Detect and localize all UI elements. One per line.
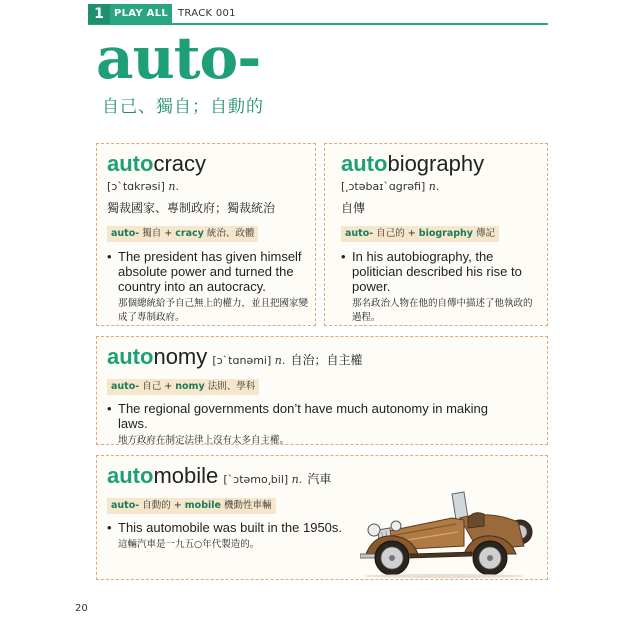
morpheme-box bbox=[107, 226, 258, 242]
example-translation: 這輛汽車是一九五○年代製造的。 bbox=[118, 539, 260, 550]
meaning: 自傳 bbox=[341, 201, 366, 215]
morph-prefix: auto- bbox=[111, 381, 140, 392]
entry-word bbox=[341, 151, 541, 177]
root-title: auto- bbox=[96, 24, 261, 92]
word-suffix: mobile bbox=[153, 463, 219, 488]
part-of-speech: n. bbox=[291, 473, 303, 486]
morph-root: mobile bbox=[184, 500, 221, 511]
word-suffix: cracy bbox=[153, 151, 207, 176]
meaning: 自治；自主權 bbox=[290, 353, 363, 367]
entry-word bbox=[107, 151, 312, 177]
ipa: [͵ɔtəbaɪˋɑgrəfi] bbox=[341, 180, 426, 193]
entry-word bbox=[107, 344, 207, 369]
word-suffix: biography bbox=[387, 151, 485, 176]
morph-root: cracy bbox=[175, 228, 204, 239]
pronunciation bbox=[341, 179, 541, 195]
part-of-speech: n. bbox=[168, 180, 179, 193]
word-suffix: nomy bbox=[153, 344, 208, 369]
word-prefix: auto bbox=[107, 344, 154, 369]
example-sentence: • The president has given himself absolute power and turned the country into an autocracy. bbox=[107, 249, 312, 294]
example-translation: 地方政府在制定法律上沒有太多自主權。 bbox=[118, 435, 290, 446]
morph-root-meaning: 傳記 bbox=[476, 228, 496, 239]
example-translation: 那個總統給予自己無上的權力，並且把國家變成了專制政府。 bbox=[118, 298, 309, 323]
entry-card-autonomy bbox=[96, 336, 548, 445]
track-label: TRACK 001 bbox=[178, 8, 236, 19]
pronunciation bbox=[212, 354, 285, 367]
word-prefix: auto bbox=[107, 463, 154, 488]
example-sentence: • This automobile was built in the 1950s. bbox=[107, 520, 407, 535]
ipa: [ɔˋtɑnəmi] bbox=[212, 354, 272, 367]
vintage-car-icon bbox=[360, 488, 536, 578]
entry-card-autocracy bbox=[96, 143, 316, 326]
morph-plus: + bbox=[164, 228, 173, 239]
morph-root-meaning: 統治、政體 bbox=[206, 228, 255, 239]
ipa: [ɔˋtɑkrəsi] bbox=[107, 180, 165, 193]
ipa: [ˋɔtəmo͵bil] bbox=[223, 473, 289, 486]
morph-root-meaning: 法則、學科 bbox=[207, 381, 256, 392]
entry-headline bbox=[107, 344, 537, 370]
meaning: 獨裁國家、專制政府；獨裁統治 bbox=[107, 201, 276, 215]
root-meaning: 自己、獨自；自動的 bbox=[102, 97, 264, 117]
meaning: 汽車 bbox=[307, 472, 332, 486]
example-sentence: • In his autobiography, the politician described his rise to power. bbox=[341, 249, 541, 294]
pronunciation bbox=[107, 179, 312, 195]
morph-root-meaning: 機動性車輛 bbox=[223, 500, 272, 511]
morph-prefix: auto- bbox=[111, 500, 140, 511]
example-translation: 那名政治人物在他的自傳中描述了他執政的過程。 bbox=[352, 298, 533, 323]
morpheme-box bbox=[107, 498, 276, 514]
unit-number-badge: 1 bbox=[88, 4, 110, 24]
morph-plus: + bbox=[173, 500, 182, 511]
morph-prefix: auto- bbox=[111, 228, 140, 239]
pronunciation bbox=[223, 473, 302, 486]
morpheme-box bbox=[341, 226, 499, 242]
morph-root: biography bbox=[418, 228, 474, 239]
morph-root: nomy bbox=[175, 381, 205, 392]
entry-word bbox=[107, 463, 218, 488]
morph-prefix-meaning: 自己 bbox=[142, 381, 162, 392]
morph-plus: + bbox=[407, 228, 416, 239]
part-of-speech: n. bbox=[274, 354, 286, 367]
play-all-button[interactable]: PLAY ALL bbox=[110, 4, 172, 24]
morph-prefix-meaning: 自動的 bbox=[142, 500, 171, 511]
part-of-speech: n. bbox=[428, 180, 440, 193]
morph-prefix: auto- bbox=[345, 228, 374, 239]
morpheme-box bbox=[107, 379, 259, 395]
morph-plus: + bbox=[164, 381, 173, 392]
entry-headline bbox=[107, 463, 407, 489]
morph-prefix-meaning: 自己的 bbox=[376, 228, 405, 239]
entry-card-autobiography bbox=[324, 143, 548, 326]
morph-prefix-meaning: 獨自 bbox=[142, 228, 162, 239]
page-number: 20 bbox=[75, 603, 88, 614]
word-prefix: auto bbox=[341, 151, 388, 176]
example-sentence: • The regional governments don’t have much autonomy in making laws. bbox=[107, 401, 498, 431]
word-prefix: auto bbox=[107, 151, 154, 176]
